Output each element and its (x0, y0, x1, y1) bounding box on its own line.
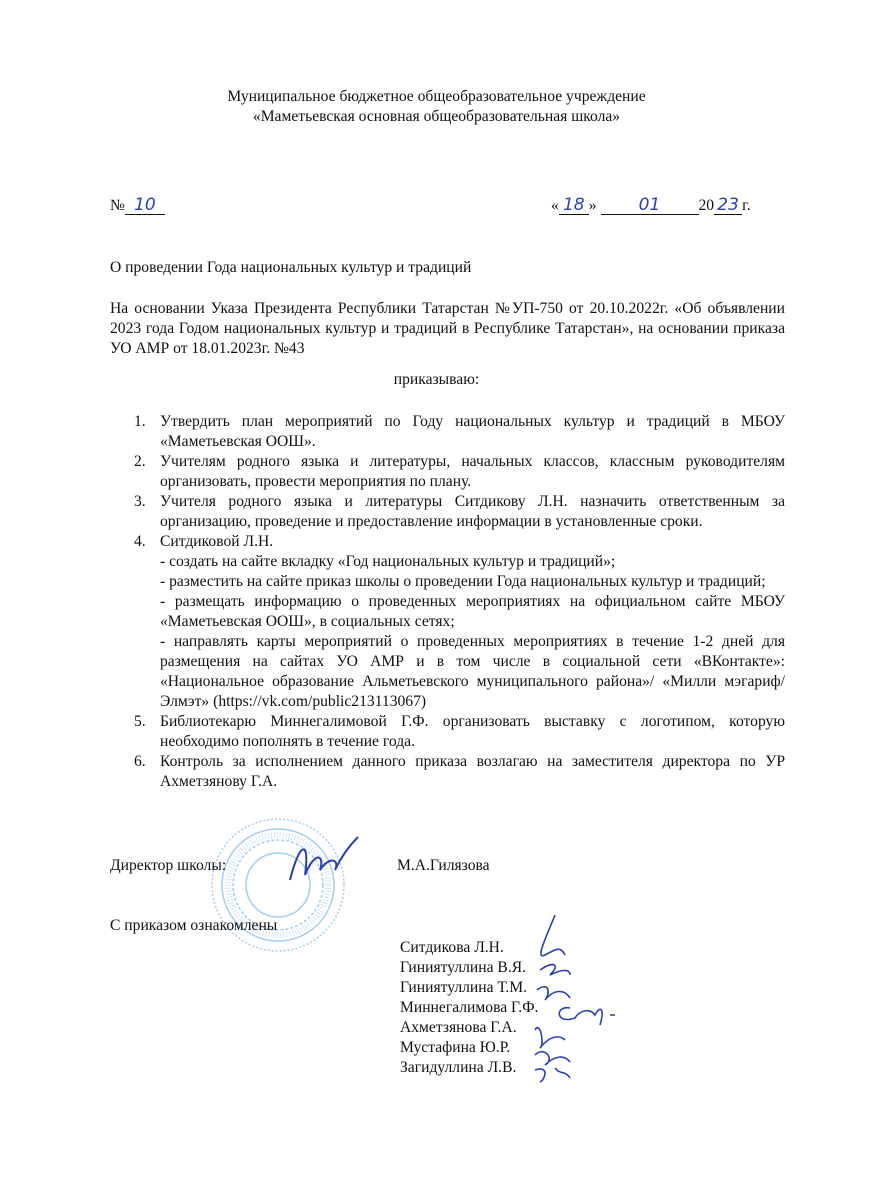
item-number: 1. (134, 413, 146, 430)
staff-signatures (525, 910, 645, 1085)
sub-item: - создать на сайте вкладку «Год национальных культур и традиций»; (160, 553, 616, 570)
staff-name: Ахметзянова Г.А. (400, 1019, 517, 1036)
director-label: Директор школы: (110, 857, 227, 874)
sub-item: - направлять карты мероприятий о проведенных мероприятиях в течение 1-2 дней для размещения на сайтах УО АМР и в том числе в социальной сети «ВКонтакте»: «Национальное образование Альметьевского муниципального района»/ «Милли мэгариф/Элмэт» (https://vk.com/public213113067) (160, 633, 785, 710)
item-text: Учителям родного языка и литературы, начальных классов, классным руководителям организовать, провести мероприятия по плану. (160, 453, 785, 490)
item-number: 3. (134, 493, 146, 510)
quote-open: « (551, 197, 559, 214)
order-item (110, 752, 785, 792)
item-text: Учителя родного языка и литературы Ситдикову Л.Н. назначить ответственным за организацию, проведение и предоставление информации в установленные сроки. (160, 493, 785, 530)
item-number: 4. (134, 533, 146, 550)
staff-name: Гиниятуллина Т.М. (400, 979, 528, 996)
staff-name: Мустафина Ю.Р. (400, 1039, 511, 1056)
item-text: Ситдиковой Л.Н. (160, 533, 274, 550)
order-number-value: 10 (125, 196, 165, 215)
signature (537, 987, 570, 1000)
order-word: приказываю: (393, 371, 480, 388)
signature (541, 915, 565, 956)
signature (535, 1068, 570, 1082)
item-number: 2. (134, 453, 146, 470)
signature (535, 1052, 570, 1065)
order-item (110, 712, 785, 752)
staff-name: Миннегалимова Г.Ф. (400, 999, 539, 1016)
institution-name-line2: «Маметьевская основная общеобразовательная школа» (252, 108, 621, 125)
order-date (551, 196, 751, 216)
order-title: О проведении Года национальных культур и традиций (110, 259, 472, 276)
staff-name: Загидуллина Л.В. (400, 1059, 517, 1076)
acknowledged-list (400, 938, 538, 1078)
order-item (110, 492, 785, 532)
item-text: Контроль за исполнением данного приказа возлагаю на заместителя директора по УР Ахметзянову Г.А. (160, 753, 785, 790)
director-name: М.А.Гилязова (397, 857, 490, 874)
quote-close: » (588, 197, 597, 214)
item-number: 5. (134, 713, 146, 730)
item-text: Библиотекарю Миннегалимовой Г.Ф. организовать выставку с логотипом, которую необходимо пополнять в течение года. (160, 713, 785, 750)
order-item (110, 412, 785, 452)
order-items (110, 412, 785, 792)
signature (535, 1028, 565, 1048)
director-signature (280, 835, 360, 895)
year-prefix: 20 (698, 197, 715, 214)
item-text: Утвердить план мероприятий по Году национальных культур и традиций в МБОУ «Маметьевская ООШ». (160, 413, 785, 450)
order-item (110, 452, 785, 492)
date-month: 01 (601, 196, 699, 215)
date-day: 18 (559, 196, 589, 215)
staff-name: Ситдикова Л.Н. (400, 939, 504, 956)
institution-name-line1: Муниципальное бюджетное общеобразовательное учреждение (227, 88, 646, 105)
year-unit: г. (742, 197, 751, 214)
year-suffix: 23 (714, 196, 742, 215)
sub-item: - размещать информацию о проведенных мероприятиях на официальном сайте МБОУ «Маметьевская ООШ», в социальных сетях; (160, 593, 785, 630)
staff-name: Гиниятуллина В.Я. (400, 959, 527, 976)
signature (540, 965, 570, 975)
order-item (110, 532, 785, 712)
signature (559, 1008, 615, 1025)
item-number: 6. (134, 753, 146, 770)
sub-item: - разместить на сайте приказ школы о проведении Года национальных культур и традиций; (160, 573, 766, 590)
preamble: На основании Указа Президента Республики Татарстан №УП-750 от 20.10.2022г. «Об объявлении 2023 года Годом национальных культур и традиций в Республике Татарстан», на основании приказа УО АМР от 18.01.2023г. №43 (110, 300, 785, 357)
order-number (110, 196, 165, 216)
number-sign: № (110, 197, 125, 214)
acknowledged-label: С приказом ознакомлены (110, 917, 278, 934)
